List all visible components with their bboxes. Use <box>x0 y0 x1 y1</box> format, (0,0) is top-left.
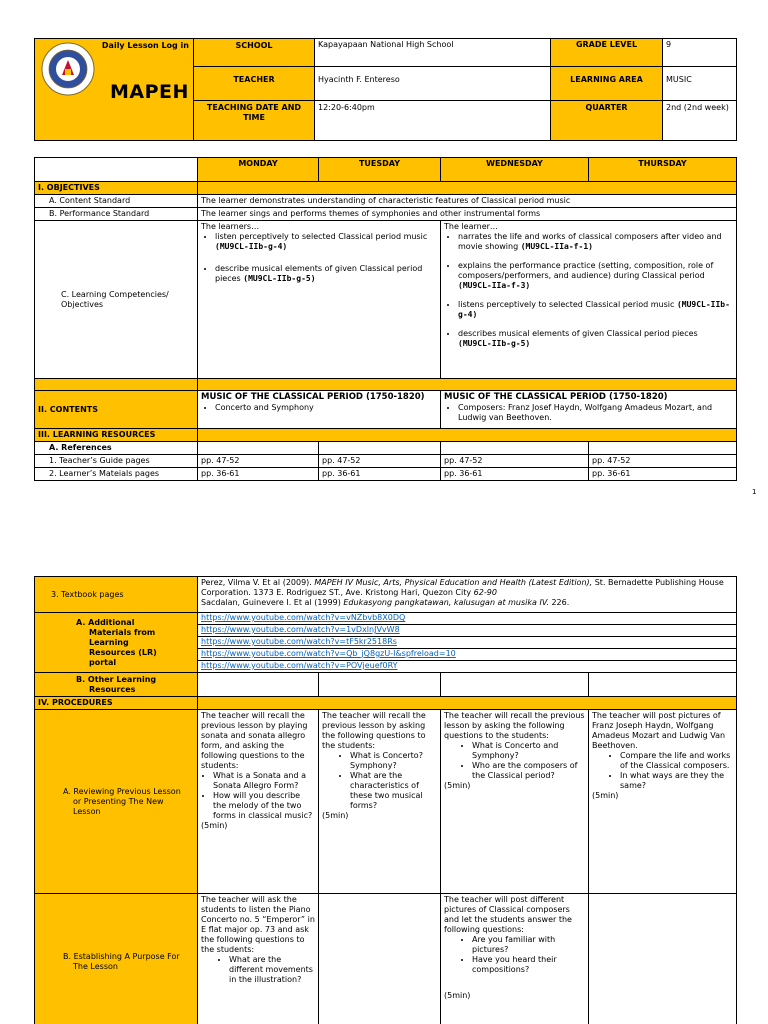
time-note: (5min) <box>322 811 349 820</box>
contents-mon-tue <box>198 391 441 429</box>
purpose-tuesday <box>319 894 441 1024</box>
content-standard-label: A. Content Standard <box>35 195 198 208</box>
performance-standard-label: B. Performance Standard <box>35 208 198 221</box>
purpose-thursday <box>589 894 737 1024</box>
question-item: • What are the different movements in the illustration? <box>229 955 315 985</box>
lesson-table-page1 <box>34 157 737 481</box>
school-value: Kapayapaan National High School <box>315 39 551 67</box>
purpose-monday-intro: The teacher will ask the students to listen the Piano Concerto no. 5 “Emperor” in E flat major op. 73 and ask the following questions to the students: <box>201 895 315 954</box>
competency-item: • listens perceptively to selected Classical period music (MU9CL-IIb-g-4) <box>458 300 733 320</box>
school-label: SCHOOL <box>194 39 315 67</box>
learning-area-value: MUSIC <box>663 67 737 101</box>
time-note: (5min) <box>201 821 228 830</box>
textbook-label: 3. Textbook pages <box>35 577 198 613</box>
purpose-wednesday-intro: The teacher will post different pictures of Classical composers and let the students answer the following questions: <box>444 895 572 934</box>
objectives-spacer <box>35 379 198 391</box>
reviewing-monday-intro: The teacher will recall the previous lesson by playing sonata and sonata allegro form, and asking the following questions to the students: <box>201 711 308 770</box>
question-item: • Are you familiar with pictures? <box>472 935 585 955</box>
question-item: • Who are the composers of the Classical period? <box>472 761 585 781</box>
learning-resources-heading: III. LEARNING RESOURCES <box>35 429 198 442</box>
lm-pages-wednesday: pp. 36-61 <box>441 468 589 481</box>
teaching-date-label: TEACHING DATE AND TIME <box>194 101 315 141</box>
resource-link[interactable]: https://www.youtube.com/watch?v=tF5kr2518Rs <box>198 637 736 649</box>
contents-left-title: MUSIC OF THE CLASSICAL PERIOD (1750-1820) <box>201 392 425 402</box>
day-header-tuesday: TUESDAY <box>319 158 441 182</box>
other-resources-cell <box>589 673 737 697</box>
additional-materials-label: A. Additional Materials from Learning Resources (LR) portal <box>35 613 198 673</box>
teaching-date-value: 12:20-6:40pm <box>315 101 551 141</box>
tg-pages-tuesday: pp. 47-52 <box>319 455 441 468</box>
lm-pages-thursday: pp. 36-61 <box>589 468 737 481</box>
purpose-wednesday <box>441 894 589 1024</box>
reviewing-tuesday <box>319 710 441 894</box>
other-resources-cell <box>319 673 441 697</box>
references-cell <box>319 442 441 455</box>
question-item: • What is Concerto and Symphony? <box>472 741 585 761</box>
competencies-label: C. Learning Competencies/ Objectives <box>35 221 198 379</box>
question-item: • In what ways are they the same? <box>620 771 733 791</box>
contents-heading: II. CONTENTS <box>35 391 198 429</box>
learning-area-label: LEARNING AREA <box>551 67 663 101</box>
tg-pages-wednesday: pp. 47-52 <box>441 455 589 468</box>
references-cell <box>589 442 737 455</box>
competency-item: • explains the performance practice (setting, composition, role of composers/performers, and audience) during Classical period (MU9CL-IIa-f-3) <box>458 261 733 291</box>
grade-level-value: 9 <box>663 39 737 67</box>
references-cell <box>198 442 319 455</box>
day-header-thursday: THURSDAY <box>589 158 737 182</box>
contents-right-item: • Composers: Franz Josef Haydn, Wolfgang Amadeus Mozart, and Ludwig van Beethoven. <box>458 403 733 423</box>
objectives-heading-fill <box>198 182 737 195</box>
contents-right-title: MUSIC OF THE CLASSICAL PERIOD (1750-1820) <box>444 392 668 402</box>
additional-materials-links <box>198 613 737 673</box>
references-label: A. References <box>35 442 198 455</box>
performance-standard-value: The learner sings and performs themes of symphonies and other instrumental forms <box>198 208 737 221</box>
competencies-wed-thu <box>441 221 737 379</box>
daily-lesson-log-title: Daily Lesson Log in <box>101 41 189 50</box>
resource-link[interactable]: https://www.youtube.com/watch?v=vNZbvb8X0DQ <box>198 613 736 625</box>
time-note: (5min) <box>444 781 471 790</box>
resource-link[interactable]: https://www.youtube.com/watch?v=Qb_jQ8gzU-I&spfreload=10 <box>198 649 736 661</box>
reviewing-thursday <box>589 710 737 894</box>
lm-pages-tuesday: pp. 36-61 <box>319 468 441 481</box>
reviewing-lesson-label: A. Reviewing Previous Lesson or Presenting The New Lesson <box>35 710 198 894</box>
tg-pages-monday: pp. 47-52 <box>198 455 319 468</box>
contents-wed-thu <box>441 391 737 429</box>
references-cell <box>441 442 589 455</box>
contents-left-item: • Concerto and Symphony <box>215 403 437 413</box>
competency-item: • describe musical elements of given Classical period pieces (MU9CL-IIb-g-5) <box>215 264 437 284</box>
header-table <box>34 38 737 141</box>
competencies-left-intro: The learners… <box>201 222 260 231</box>
learners-materials-label: 2. Learner’s Mateials pages <box>35 468 198 481</box>
time-note: (5min) <box>444 991 471 1000</box>
teacher-label: TEACHER <box>194 67 315 101</box>
quarter-label: QUARTER <box>551 101 663 141</box>
reviewing-thursday-intro: The teacher will post pictures of Franz Joseph Haydn, Wolfgang Amadeus Mozart and Ludwig Van Beethoven. <box>592 711 726 750</box>
reviewing-wednesday <box>441 710 589 894</box>
quarter-value: 2nd (2nd week) <box>663 101 737 141</box>
time-note: (5min) <box>592 791 619 800</box>
question-item: • Have you heard their compositions? <box>472 955 585 975</box>
teacher-value: Hyacinth F. Entereso <box>315 67 551 101</box>
resource-link[interactable]: https://www.youtube.com/watch?v=POVjeuef0RY <box>201 661 398 670</box>
day-header-blank <box>35 158 198 182</box>
day-header-wednesday: WEDNESDAY <box>441 158 589 182</box>
competency-item: • listen perceptively to selected Classical period music (MU9CL-IIb-g-4) <box>215 232 437 252</box>
question-item: • How will you describe the melody of the two forms in classical music? <box>213 791 315 821</box>
reviewing-wednesday-intro: The teacher will recall the previous lesson by asking the following questions to the students: <box>444 711 585 740</box>
competency-item: • describes musical elements of given Classical period pieces (MU9CL-IIb-g-5) <box>458 329 733 349</box>
reviewing-tuesday-intro: The teacher will recall the previous lesson by asking the following questions to the students: <box>322 711 426 750</box>
resource-link[interactable]: https://www.youtube.com/watch?v=1vDxlnJVvW8 <box>198 625 736 637</box>
tg-pages-thursday: pp. 47-52 <box>589 455 737 468</box>
objectives-spacer-fill <box>198 379 737 391</box>
competencies-mon-tue <box>198 221 441 379</box>
question-item: • Compare the life and works of the Classical composers. <box>620 751 733 771</box>
objectives-heading: I. OBJECTIVES <box>35 182 198 195</box>
lesson-table-page2 <box>34 576 737 1024</box>
establishing-purpose-label: B. Establishing A Purpose For The Lesson <box>35 894 198 1024</box>
teachers-guide-label: 1. Teacher’s Guide pages <box>35 455 198 468</box>
other-resources-label: B. Other Learning Resources <box>35 673 198 697</box>
learning-resources-heading-fill <box>198 429 737 442</box>
procedures-heading: IV. PROCEDURES <box>35 697 198 710</box>
other-resources-cell <box>441 673 589 697</box>
mapeh-title: MAPEH <box>110 81 189 103</box>
question-item: • What is Concerto? Symphony? <box>350 751 437 771</box>
question-item: • What is a Sonata and a Sonata Allegro Form? <box>213 771 315 791</box>
competencies-right-intro: The learner… <box>444 222 498 231</box>
procedures-heading-fill <box>198 697 737 710</box>
reviewing-monday <box>198 710 319 894</box>
deped-seal-icon <box>41 42 95 96</box>
page-number: 1 <box>752 488 757 496</box>
other-resources-cell <box>198 673 319 697</box>
purpose-monday <box>198 894 319 1024</box>
content-standard-value: The learner demonstrates understanding of characteristic features of Classical period music <box>198 195 737 208</box>
day-header-monday: MONDAY <box>198 158 319 182</box>
lm-pages-monday: pp. 36-61 <box>198 468 319 481</box>
textbook-value: Perez, Vilma V. Et al (2009). MAPEH IV Music, Arts, Physical Education and Health (Latest Edition), St. Bernadette Publishing House Corporation. 1373 E. Rodriguez ST., Ave. Kristong Hari, Quezon City 62-90 Sacdalan, Guinevere I. Et al (1999) Edukasyong pangkatawan, kalusugan at musika IV. 226. <box>198 577 737 613</box>
header-logo-cell <box>35 39 194 141</box>
question-item: • What are the characteristics of these two musical forms? <box>350 771 437 811</box>
grade-level-label: GRADE LEVEL <box>551 39 663 67</box>
competency-item: • narrates the life and works of classical composers after video and movie showing (MU9CL-IIa-f-1) <box>458 232 733 252</box>
